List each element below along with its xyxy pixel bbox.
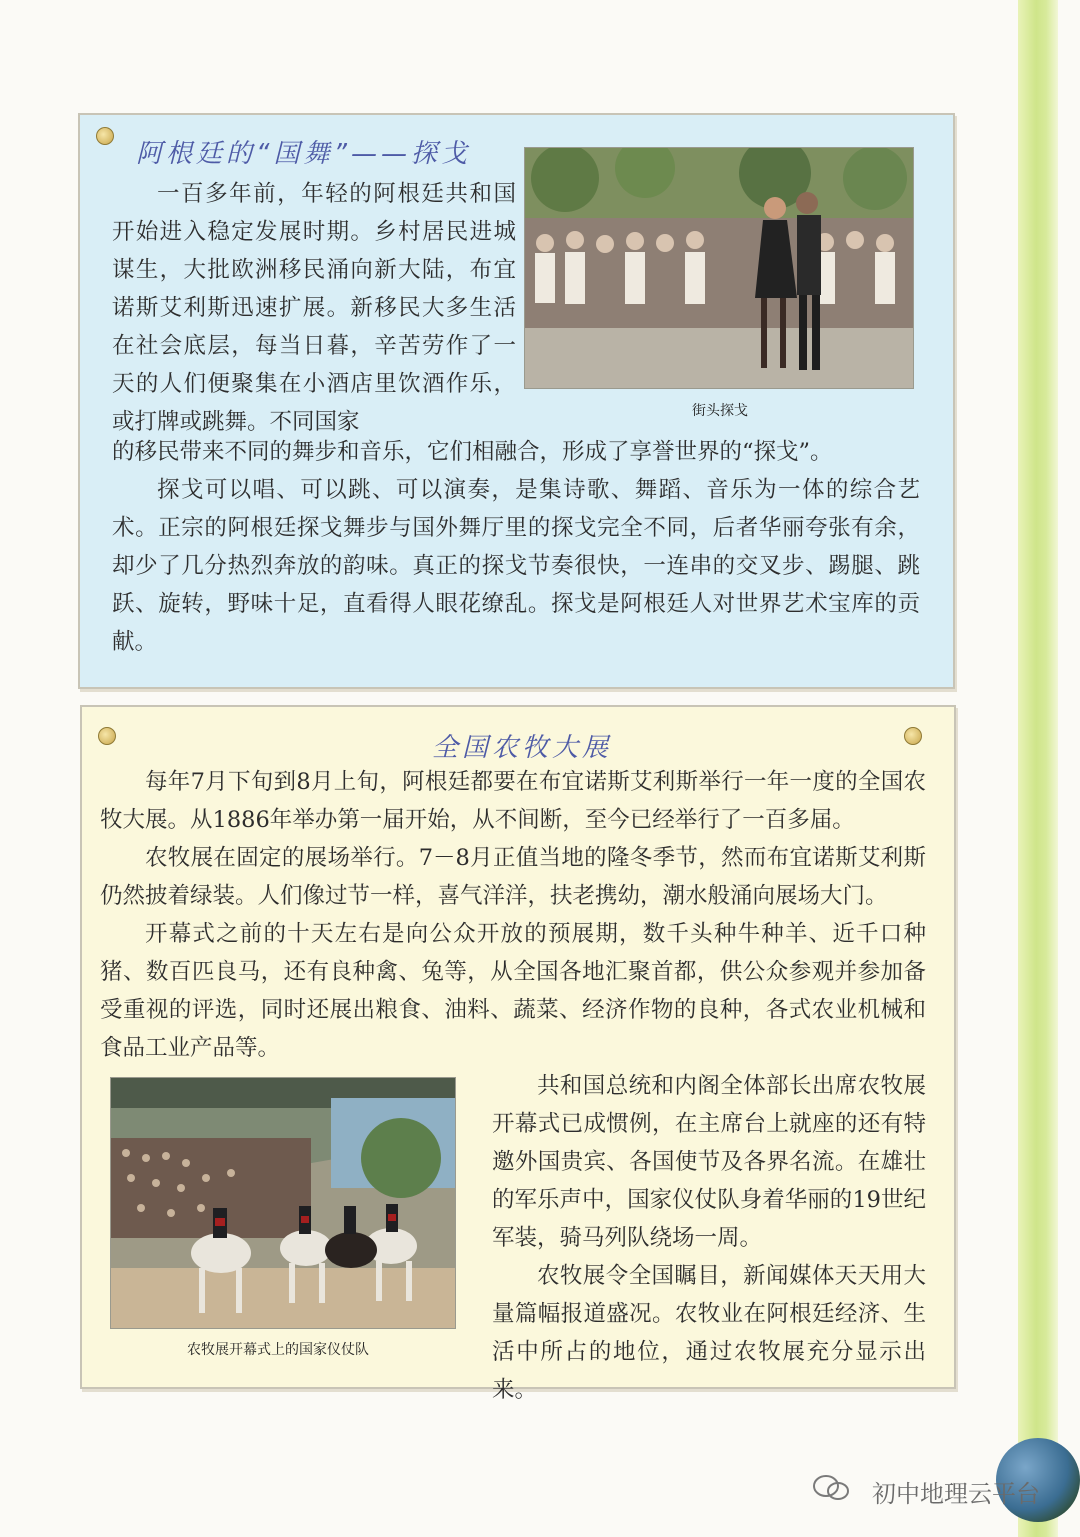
expo-sidebar-box — [80, 705, 956, 1403]
bullet-icon — [98, 727, 116, 745]
expo-paragraph-5: 农牧展令全国瞩目，新闻媒体天天用大量篇幅报道盛况。农牧业在阿根廷经济、生活中所占的地位，通过农牧展充分显示出来。 — [492, 1263, 926, 1403]
expo-title: 全国农牧大展 — [432, 733, 613, 763]
tango-intro-text — [112, 175, 516, 441]
tango-paragraph-1: 一百多年前，年轻的阿根廷共和国开始进入稳定发展时期。乡村居民进城谋生，大批欧洲移民涌向新大陆，布宜诺斯艾利斯迅速扩展。新移民大多生活在社会底层，每当日暮，辛苦劳作了一天的人们便聚集在小酒店里饮酒作乐，或打牌或跳舞。不同国家 — [112, 181, 516, 435]
bullet-icon — [904, 727, 922, 745]
bullet-icon — [96, 127, 114, 145]
expo-paragraph-1: 每年7月下旬到8月上旬，阿根廷都要在布宜诺斯艾利斯举行一年一度的全国农牧大展。从1886年举办第一届开始，从不间断，至今已经举行了一百多届。 — [100, 769, 926, 833]
street-tango-caption: 街头探戈 — [692, 403, 748, 419]
expo-side-text — [492, 1067, 926, 1409]
tango-continued-text — [112, 433, 920, 661]
expo-paragraph-2: 农牧展在固定的展场举行。7－8月正值当地的隆冬季节，然而布宜诺斯艾利斯仍然披着绿装。人们像过节一样，喜气洋洋，扶老携幼，潮水般涌向展场大门。 — [100, 845, 926, 909]
street-tango-image — [525, 148, 913, 388]
honor-guard-caption: 农牧展开幕式上的国家仪仗队 — [187, 1342, 369, 1358]
expo-paragraph-4: 共和国总统和内阁全体部长出席农牧展开幕式已成惯例，在主席台上就座的还有特邀外国贵宾、各国使节及各界名流。在雄壮的军乐声中，国家仪仗队身着华丽的19世纪军装，骑马列队绕场一周。 — [492, 1073, 926, 1251]
tango-title: 阿根廷的“国舞”——探戈 — [136, 139, 471, 169]
watermark-text: 初中地理云平台 — [872, 1480, 1040, 1508]
honor-guard-photo — [110, 1077, 456, 1329]
tango-sidebar-box — [78, 113, 955, 689]
expo-main-text — [100, 763, 926, 1067]
honor-guard-image — [111, 1078, 455, 1328]
tango-paragraph-2: 探戈可以唱、可以跳、可以演奏，是集诗歌、舞蹈、音乐为一体的综合艺术。正宗的阿根廷探戈舞步与国外舞厅里的探戈完全不同，后者华丽夸张有余，却少了几分热烈奔放的韵味。真正的探戈节奏很快，一连串的交叉步、踢腿、跳跃、旋转，野味十足，直看得人眼花缭乱。探戈是阿根廷人对世界艺术宝库的贡献。 — [112, 477, 920, 655]
page-edge-stripe — [1018, 0, 1058, 1537]
tango-paragraph-1-continued: 的移民带来不同的舞步和音乐，它们相融合，形成了享誉世界的“探戈”。 — [112, 439, 833, 465]
wechat-icon — [812, 1474, 852, 1502]
street-tango-photo — [524, 147, 914, 389]
expo-paragraph-3: 开幕式之前的十天左右是向公众开放的预展期，数千头种牛种羊、近千口种猪、数百匹良马，还有良种禽、兔等，从全国各地汇聚首都，供公众参观并参加备受重视的评选，同时还展出粮食、油料、蔬菜、经济作物的良种，各式农业机械和食品工业产品等。 — [100, 921, 926, 1061]
